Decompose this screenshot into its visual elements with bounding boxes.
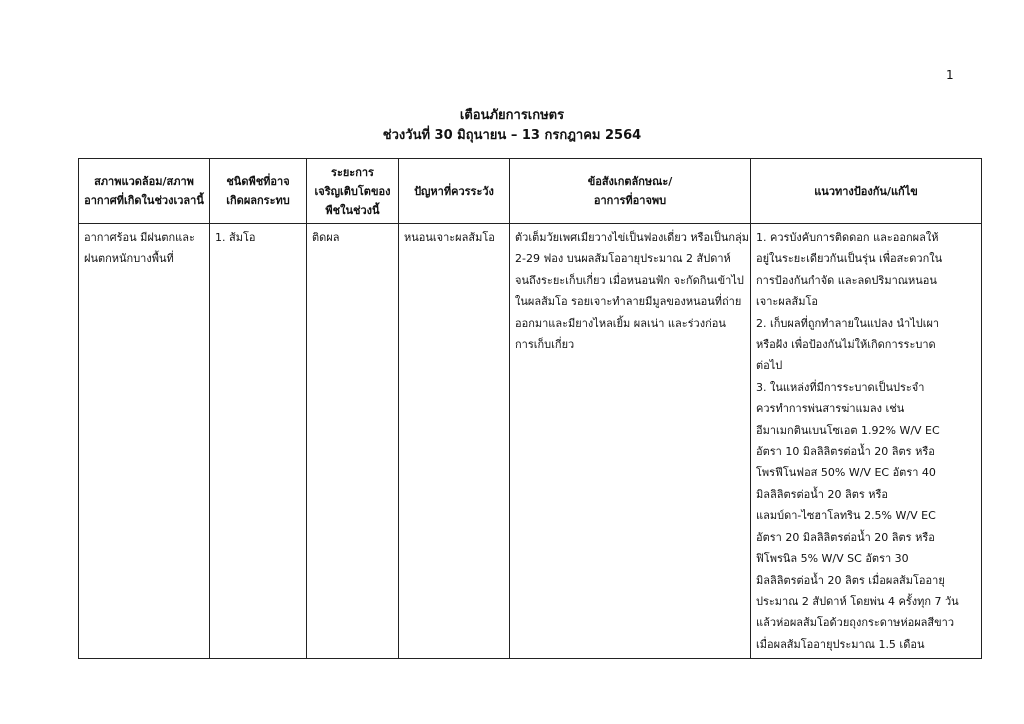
cell-text-line: โพรฟีโนฟอส 50% W/V EC อัตรา 40 [756,466,936,480]
cell-text-line: ติดผล [312,231,340,244]
document-title: เตือนภัยการเกษตร [459,108,565,123]
cell-text-line: มิลลิลิตรต่อน้ำ 20 ลิตร หรือ [756,487,889,501]
cell-text-line: 1. ควรบังคับการติดดอก และออกผลให้ [756,231,939,244]
cell-text-line: อยู่ในระยะเดียวกันเป็นรุ่น เพื่อสะดวกใน [756,252,943,266]
cell-text-line: อากาศร้อน มีฝนตกและ [84,231,195,244]
cell-text-line: 3. ในแหล่งที่มีการระบาดเป็นประจำ [756,380,925,394]
cell-prevention [751,224,982,659]
cell-text-line: หรือฝัง เพื่อป้องกันไม่ให้เกิดการระบาด [756,338,936,352]
cell-text-line: แล้วห่อผลส้มโอด้วยถุงกระดาษห่อผลสีขาว [756,616,955,630]
cell-text-line: ในผลส้มโอ รอยเจาะทำลายมีมูลของหนอนที่ถ่าย [515,295,742,309]
header-environment: สภาพแวดล้อม/สภาพ อากาศที่เกิดในช่วงเวลานี้ [79,159,210,224]
cell-text-line: จนถึงระยะเก็บเกี่ยว เมื่อหนอนฟัก จะกัดกินเข้าไป [515,273,744,287]
cell-text-line: อัตรา 20 มิลลิลิตรต่อน้ำ 20 ลิตร หรือ [756,530,935,544]
page-number: 1 [946,68,954,82]
cell-text-line: ออกมาและมียางไหลเยิ้ม ผลเน่า และร่วงก่อน [515,316,726,330]
document-subtitle: ช่วงวันที่ 30 มิถุนายน – 13 กรกฎาคม 2564 [382,128,642,143]
header-growth-stage: ระยะการ เจริญเติบโตของ พืชในช่วงนี้ [307,159,399,224]
cell-text-line: ประมาณ 2 สัปดาห์ โดยพ่น 4 ครั้งทุก 7 วัน [756,594,959,608]
cell-text-line: แลมบ์ดา-ไซฮาโลทริน 2.5% W/V EC [756,509,936,523]
cell-text-line: การเก็บเกี่ยว [515,338,575,352]
cell-problem [399,224,510,659]
cell-text-line: ฟิโพรนิล 5% W/V SC อัตรา 30 [756,552,909,566]
header-problem: ปัญหาที่ควรระวัง [399,159,510,224]
cell-text-line: ฝนตกหนักบางพื้นที่ [84,252,174,266]
cell-crop [210,224,307,659]
cell-text-line: หนอนเจาะผลส้มโอ [404,231,495,244]
cell-growth-stage [307,224,399,659]
warning-table [78,158,982,659]
cell-text-line: 2. เก็บผลที่ถูกทำลายในแปลง นำไปเผา [756,316,940,330]
cell-text-line: อีมาเมกตินเบนโซเอต 1.92% W/V EC [756,423,940,437]
table-header-row [79,159,982,224]
cell-text-line: 1. ส้มโอ [215,231,256,244]
cell-symptoms [510,224,751,659]
cell-environment [79,224,210,659]
cell-text-line: มิลลิลิตรต่อน้ำ 20 ลิตร เมื่อผลส้มโออายุ [756,573,945,587]
cell-text-line: เมื่อผลส้มโออายุประมาณ 1.5 เดือน [756,637,925,651]
cell-text-line: การป้องกันกำจัด และลดปริมาณหนอน [756,273,937,287]
cell-text-line: อัตรา 10 มิลลิลิตรต่อน้ำ 20 ลิตร หรือ [756,445,935,459]
table-row [79,224,982,659]
cell-text-line: ต่อไป [756,359,783,373]
cell-text-line: ควรทำการพ่นสารฆ่าแมลง เช่น [756,402,905,416]
header-symptoms: ข้อสังเกตลักษณะ/ อาการที่อาจพบ [510,159,751,224]
header-prevention: แนวทางป้องกัน/แก้ไข [751,159,982,224]
cell-text-line: 2-29 ฟอง บนผลส้มโออายุประมาณ 2 สัปดาห์ [515,252,731,266]
cell-text-line: ตัวเต็มวัยเพศเมียวางไข่เป็นฟองเดี่ยว หรือเป็นกลุ่ม [515,231,750,244]
cell-text-line: เจาะผลส้มโอ [756,295,818,309]
header-crop: ชนิดพืชที่อาจ เกิดผลกระทบ [210,159,307,224]
